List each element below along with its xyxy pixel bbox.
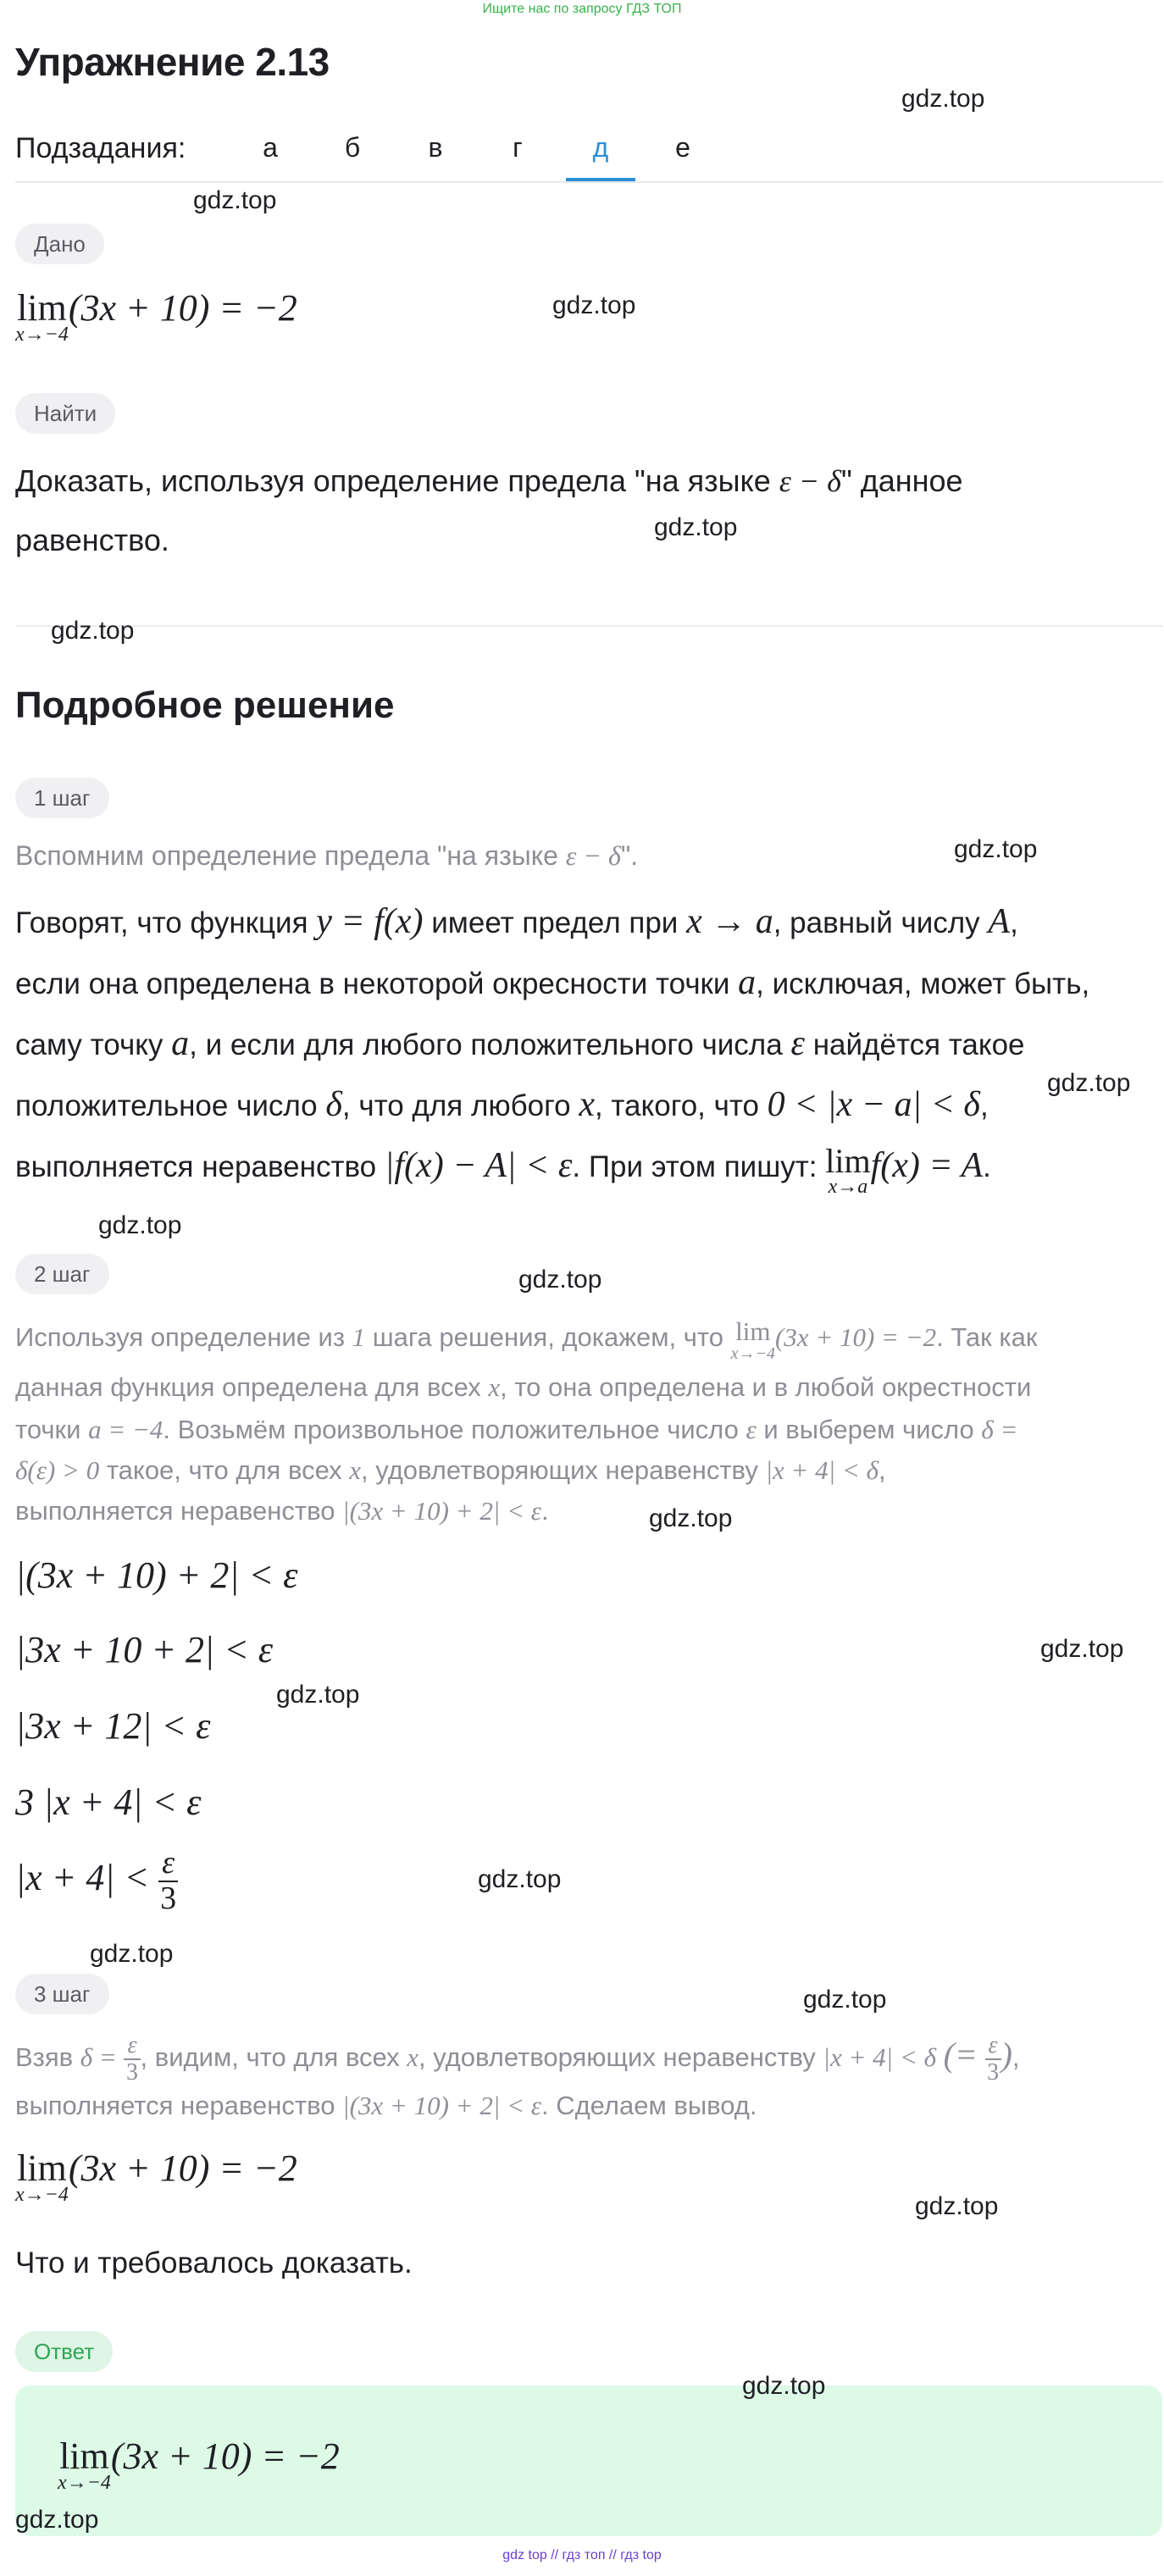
- watermark: gdz.top: [478, 1865, 562, 1893]
- step2-p2: [15, 1366, 1031, 1410]
- t: .: [983, 1150, 991, 1183]
- answer-box: [15, 2385, 1162, 2536]
- find-text-end: " данное: [840, 463, 963, 498]
- t: такое, что для всех: [99, 1455, 350, 1485]
- tab-v[interactable]: в: [428, 132, 443, 163]
- t: . Возьмём произвольное положительное число: [163, 1415, 746, 1444]
- lim-sub: x→−4: [15, 2184, 69, 2206]
- t: выполняется неравенство: [15, 1150, 385, 1183]
- m: y = f(x): [316, 902, 424, 941]
- m: |x + 4| < δ: [823, 2042, 936, 2072]
- eq3: |3x + 12| < ε: [15, 1705, 211, 1747]
- subtask-tabs: [15, 124, 1162, 183]
- watermark: gdz.top: [51, 617, 135, 645]
- watermark: gdz.top: [1047, 1069, 1131, 1097]
- m: a: [171, 1024, 190, 1063]
- watermark: gdz.top: [90, 1940, 174, 1968]
- t: Говорят, что функция: [15, 906, 317, 939]
- t: , и если для любого положительного числа: [189, 1028, 791, 1061]
- m: |x + 4| < δ: [765, 1455, 879, 1485]
- intro-math: ε − δ: [565, 840, 621, 871]
- watermark: gdz.top: [803, 1986, 887, 2014]
- tab-d-active[interactable]: д: [566, 132, 635, 181]
- lim-word: lim: [825, 1141, 871, 1180]
- lim-word: lim: [17, 2147, 67, 2189]
- m: f(x) = A: [870, 1146, 984, 1185]
- t: ,: [1010, 906, 1018, 939]
- t: , что для любого: [341, 1089, 579, 1122]
- lim-sub: x→−4: [730, 1344, 775, 1363]
- m: ): [1000, 2036, 1012, 2074]
- m: ε: [790, 1024, 805, 1063]
- t: . Так как: [936, 1322, 1038, 1353]
- watermark: gdz.top: [654, 513, 738, 541]
- find-text-line2: равенство.: [15, 523, 169, 557]
- t: , видим, что для всех: [140, 2042, 407, 2072]
- eq2: |3x + 10 + 2| < ε: [15, 1629, 274, 1670]
- lim-word: lim: [735, 1316, 771, 1346]
- t: имеет предел при: [423, 906, 687, 939]
- watermark: gdz.top: [98, 1211, 182, 1239]
- lim-sub: x→a: [828, 1175, 868, 1198]
- t: Взяв: [15, 2042, 80, 2072]
- step2-p5: [15, 1489, 549, 1533]
- watermark: gdz.top: [1040, 1635, 1124, 1663]
- m: δ(ε) > 0: [15, 1455, 100, 1485]
- m: x: [488, 1372, 501, 1402]
- eq5-left: |x + 4| <: [15, 1856, 150, 1898]
- t: если она определена в некоторой окресности точки: [15, 967, 739, 1000]
- step1-intro: [15, 834, 638, 878]
- frac-num: ε: [158, 1847, 178, 1882]
- given-formula: [15, 286, 297, 345]
- t: Используя определение из: [15, 1322, 352, 1353]
- step2-p1: [15, 1315, 1037, 1364]
- m: 1: [352, 1322, 366, 1353]
- step2-p4: [15, 1449, 886, 1493]
- find-pill: Найти: [15, 393, 115, 434]
- m: ε: [746, 1415, 757, 1444]
- t: , исключая, может быть,: [756, 967, 1090, 1000]
- find-math: ε − δ: [779, 464, 841, 498]
- tab-e[interactable]: е: [675, 132, 690, 163]
- answer-expr: (3x + 10) = −2: [110, 2435, 340, 2477]
- footer: gdz top // гдз топ // гдз top: [502, 2548, 662, 2562]
- step3-result: [15, 2147, 297, 2205]
- step1-line4: [15, 1074, 989, 1137]
- lim-sub: x→−4: [58, 2472, 111, 2494]
- m: |f(x) − A| < ε: [384, 1146, 573, 1185]
- m: 0 < |x − a| < δ: [767, 1085, 980, 1124]
- t: , удовлетворяющих неравенству: [361, 1455, 766, 1485]
- conclusion: Что и требовалось доказать.: [15, 2246, 413, 2280]
- t: данная функция определена для всех: [15, 1372, 489, 1402]
- find-text-line1: [15, 451, 963, 512]
- t: положительное число: [15, 1089, 326, 1122]
- step3-p2: [15, 2084, 757, 2128]
- watermark: gdz.top: [742, 2372, 826, 2400]
- t: ,: [879, 1455, 886, 1485]
- m: (=: [943, 2036, 978, 2074]
- t: выполняется неравенство: [15, 2091, 343, 2120]
- tab-a[interactable]: а: [263, 132, 278, 163]
- find-text: Доказать, используя определение предела "на языке: [15, 463, 779, 498]
- t: , такого, что: [594, 1089, 768, 1122]
- subtasks-label: Подзадания:: [15, 132, 186, 164]
- t: шага решения, докажем, что: [365, 1322, 731, 1353]
- t: точки: [15, 1415, 89, 1444]
- given-pill: Дано: [15, 224, 104, 264]
- intro-text: Вспомним определение предела "на языке: [15, 840, 566, 871]
- step1-line1: [15, 891, 1018, 954]
- answer-formula: [58, 2435, 340, 2493]
- lim-word: lim: [59, 2435, 109, 2477]
- m: A: [988, 902, 1011, 941]
- tab-g[interactable]: г: [513, 132, 523, 163]
- eq1: |(3x + 10) + 2| < ε: [15, 1554, 298, 1596]
- t: , то она определена и в любой окрестности: [500, 1372, 1032, 1402]
- m: x: [579, 1085, 595, 1124]
- watermark: gdz.top: [954, 835, 1038, 863]
- step3-pill: 3 шаг: [15, 1974, 109, 2014]
- section-divider: [15, 625, 1162, 627]
- step3-p1: [15, 2030, 1020, 2085]
- step1-line5: [15, 1135, 991, 1198]
- t: .: [540, 1496, 549, 1526]
- t: найдётся такое: [804, 1028, 1025, 1061]
- t: , равный числу: [773, 906, 989, 939]
- step3-expr: (3x + 10) = −2: [68, 2147, 297, 2189]
- t: ,: [1012, 2042, 1020, 2072]
- frac-num: ε: [985, 2033, 1001, 2059]
- watermark: gdz.top: [276, 1681, 360, 1709]
- frac-den: 3: [987, 2058, 1000, 2086]
- solution-title: Подробное решение: [15, 684, 395, 726]
- eq5: [15, 1847, 178, 1916]
- page-title: Упражнение 2.13: [15, 40, 330, 84]
- m: |(3x + 10) + 2| < ε: [342, 1496, 541, 1526]
- m: a: [738, 963, 757, 1002]
- step2-pill: 2 шаг: [15, 1254, 109, 1294]
- tab-b[interactable]: б: [344, 132, 361, 163]
- t: . Сделаем вывод.: [540, 2091, 757, 2120]
- t: , удовлетворяющих неравенству: [418, 2042, 823, 2072]
- m: (3x + 10) = −2: [774, 1322, 937, 1353]
- t: выполняется неравенство: [15, 1496, 343, 1526]
- step1-pill: 1 шаг: [15, 778, 109, 818]
- m: x → a: [686, 902, 773, 941]
- frac-den: 3: [160, 1880, 177, 1916]
- answer-pill: Ответ: [15, 2331, 113, 2372]
- t: и выберем число: [756, 1415, 982, 1444]
- lim-sub: x→−4: [15, 324, 69, 346]
- frac-num: ε: [124, 2033, 140, 2059]
- intro-end: ".: [620, 840, 639, 871]
- watermark: gdz.top: [915, 2192, 999, 2220]
- lim-word: lim: [17, 287, 67, 329]
- m: δ =: [981, 1415, 1018, 1444]
- m: |(3x + 10) + 2| < ε: [342, 2091, 541, 2120]
- m: δ =: [80, 2042, 117, 2072]
- top-banner: Ищите нас по запросу ГДЗ ТОП: [482, 2, 682, 16]
- watermark: gdz.top: [518, 1266, 602, 1294]
- eq4: 3 |x + 4| < ε: [15, 1781, 202, 1823]
- frac-den: 3: [126, 2058, 138, 2086]
- watermark: gdz.top: [15, 2506, 99, 2534]
- m: x: [349, 1455, 362, 1485]
- watermark: gdz.top: [901, 85, 985, 113]
- watermark: gdz.top: [193, 186, 277, 214]
- t: саму точку: [15, 1028, 172, 1061]
- step1-line2: [15, 952, 1089, 1015]
- m: x: [407, 2042, 418, 2072]
- watermark: gdz.top: [649, 1504, 733, 1532]
- t: ,: [979, 1089, 989, 1122]
- m: δ: [325, 1085, 342, 1124]
- step1-line3: [15, 1013, 1025, 1076]
- step2-p3: [15, 1408, 1017, 1452]
- m: a = −4: [88, 1415, 164, 1444]
- given-expr: (3x + 10) = −2: [68, 287, 297, 329]
- t: . При этом пишут:: [572, 1150, 826, 1183]
- watermark: gdz.top: [552, 291, 636, 319]
